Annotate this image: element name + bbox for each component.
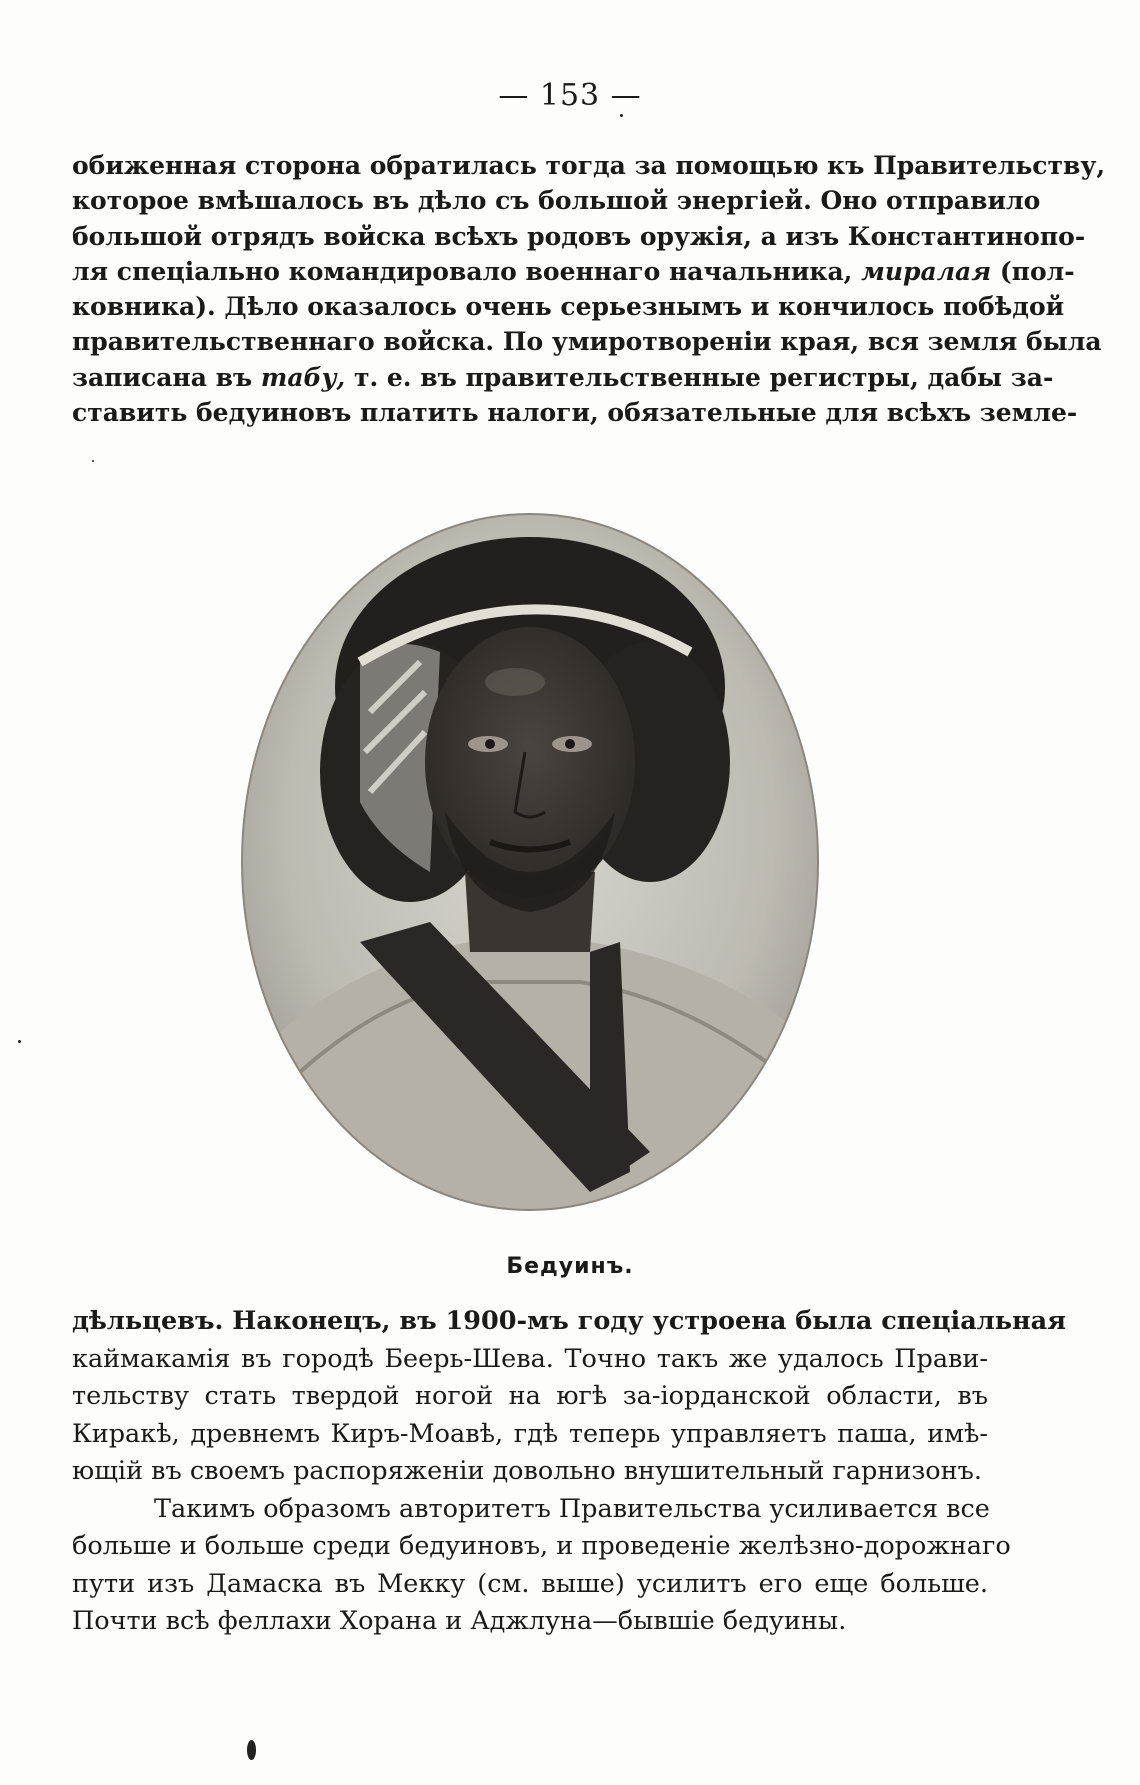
text-line: Киракѣ, древнемъ Киръ-Моавѣ, гдѣ теперь управляетъ паша, имѣ- <box>72 1418 988 1449</box>
text-line: которое вмѣшалось въ дѣло съ большой энергіей. Оно отправило <box>72 186 1041 216</box>
text-segment: (пол- <box>999 256 1075 286</box>
scan-speck <box>247 1740 256 1760</box>
text-line: ставить бедуиновъ платить налоги, обязательные для всѣхъ земле- <box>72 398 1078 428</box>
text-line: большой отрядъ войска всѣхъ родовъ оружія, а изъ Константинопо- <box>72 221 1086 251</box>
text-segment: ля спеціально командировало военнаго начальника, <box>72 256 853 286</box>
bottom-text <box>72 1303 1067 1641</box>
italic-term: табу, <box>260 362 346 392</box>
scan-speck <box>18 1040 21 1043</box>
text-line: дѣльцевъ. Наконецъ, въ 1900-мъ году устроена была спеціальная <box>72 1306 1067 1336</box>
scan-speck <box>620 114 623 117</box>
text-line: Почти всѣ феллахи Хорана и Аджлуна—бывшіе бедуины. <box>72 1606 847 1636</box>
bedouin-portrait-image <box>240 512 820 1212</box>
portrait-photograph <box>240 512 820 1212</box>
text-line: правительственнаго войска. По умиротвореніи края, вся земля была <box>72 327 1102 357</box>
text-line: ковника). Дѣло оказалось очень серьезнымъ и кончилось побѣдой <box>72 292 1065 322</box>
figure-caption: Бедуинъ. <box>506 1254 634 1279</box>
text-line-with-emphasis <box>72 360 1054 395</box>
text-line: ющій въ своемъ распоряженіи довольно внушительный гарнизонъ. <box>72 1456 982 1486</box>
text-line: пути изъ Дамаска въ Мекку (см. выше) усилитъ его еще больше. <box>72 1568 988 1599</box>
text-line: больше и больше среди бедуиновъ, и проведеніе желѣзно-дорожнаго <box>72 1531 1011 1561</box>
paragraph-first-line: Такимъ образомъ авторитетъ Правительства усиливается все <box>154 1493 990 1524</box>
text-segment: т. е. въ правительственные регистры, дабы за- <box>353 362 1054 392</box>
top-paragraph <box>72 148 1106 430</box>
text-line: тельству стать твердой ногой на югѣ за-іорданской области, въ <box>72 1381 988 1411</box>
text-line: обиженная сторона обратилась тогда за помощью къ Правительству, <box>72 151 1106 180</box>
text-segment: записана въ <box>72 362 253 392</box>
text-line-with-emphasis <box>72 254 1075 289</box>
page-number: — 153 — <box>498 78 642 113</box>
text-line: каймакамія въ городѣ Беерь-Шева. Точно такъ же удалось Прави- <box>72 1343 988 1374</box>
italic-term: миралая <box>861 256 992 286</box>
scan-speck <box>92 460 94 462</box>
